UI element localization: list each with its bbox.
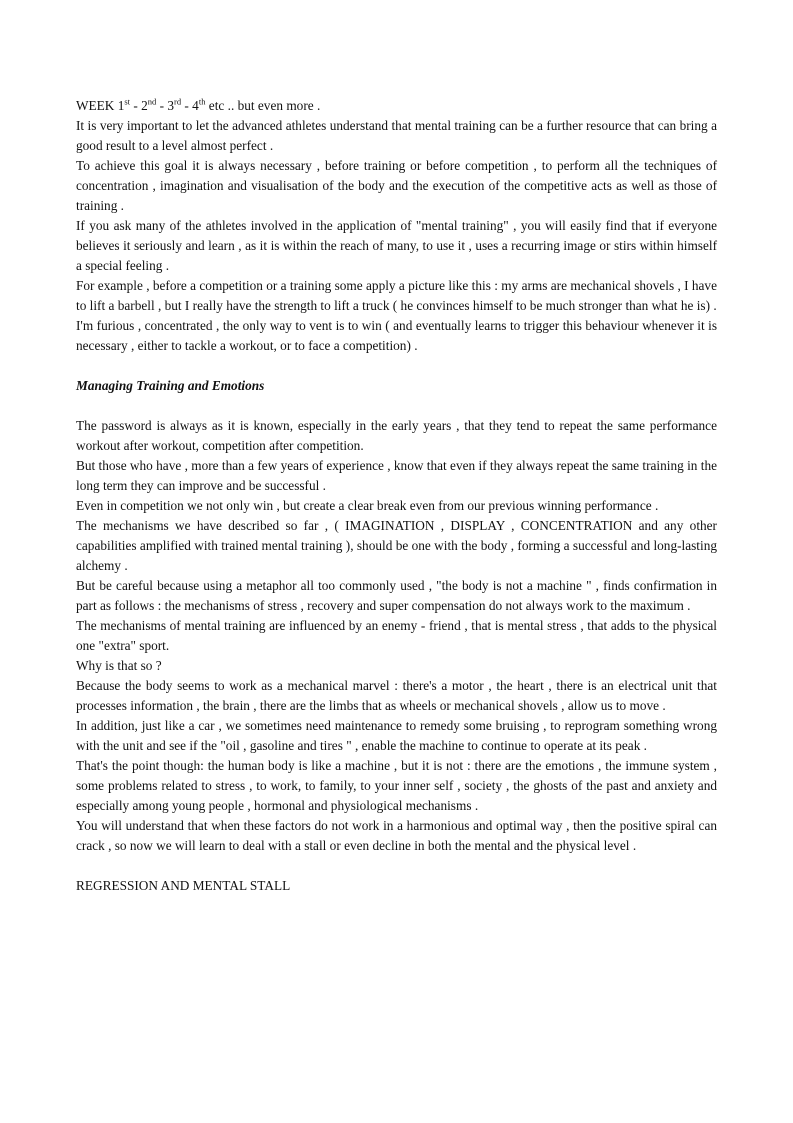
intro-paragraph: I'm furious , concentrated , the only way to vent is to win ( and eventually learns to trigger this behaviour whenever it is necessary , either to tackle a workout, or to face a competition) . — [76, 318, 717, 353]
regression-heading: REGRESSION AND MENTAL STALL — [76, 878, 291, 893]
intro-paragraph: It is very important to let the advanced athletes understand that mental training can be a further resource that can bring a good result to a level almost perfect . — [76, 118, 717, 153]
section-paragraph: Because the body seems to work as a mechanical marvel : there's a motor , the heart , there is an electrical unit that processes information , the brain , there are the limbs that as wheels or mechanical shovels , allow us to move . — [76, 678, 717, 713]
section-paragraph: Even in competition we not only win , but create a clear break even from our previous winning performance . — [76, 498, 659, 513]
document-page — [76, 96, 717, 896]
section-paragraph: But those who have , more than a few years of experience , know that even if they always repeat the same training in the long term they can improve and be successful . — [76, 458, 717, 493]
spacer — [76, 396, 717, 416]
section-paragraph: In addition, just like a car , we sometimes need maintenance to remedy some bruising , to reprogram something wrong with the unit and see if the "oil , gasoline and tires " , enable the machine to continue to operate at its peak . — [76, 718, 717, 753]
week-line: WEEK 1st - 2nd - 3rd - 4th etc .. but even more . — [76, 96, 321, 113]
section-paragraph: The mechanisms we have described so far , ( IMAGINATION , DISPLAY , CONCENTRATION and any other capabilities amplified with trained mental training ), should be one with the body , forming a successful and long-lasting alchemy . — [76, 518, 717, 573]
section-paragraph: That's the point though: the human body is like a machine , but it is not : there are the emotions , the immune system , some problems related to stress , to work, to family, to your inner self , society , the ghosts of the past and anxiety and especially among young people , hormonal and physiological mechanisms . — [76, 758, 717, 813]
intro-paragraph: If you ask many of the athletes involved in the application of "mental training" , you will easily find that if everyone believes it seriously and learn , as it is within the reach of many, to use it , uses a recurring image or stirs within himself a special feeling . — [76, 218, 717, 273]
spacer — [76, 356, 717, 376]
section-paragraph: Why is that so ? — [76, 658, 162, 673]
intro-paragraph: To achieve this goal it is always necessary , before training or before competition , to perform all the techniques of concentration , imagination and visualisation of the body and the execution of the competitive acts as well as those of training . — [76, 158, 717, 213]
section-paragraph: You will understand that when these factors do not work in a harmonious and optimal way , then the positive spiral can crack , so now we will learn to deal with a stall or even decline in both the mental and the physical level . — [76, 818, 717, 853]
section-paragraph: The mechanisms of mental training are influenced by an enemy - friend , that is mental stress , that adds to the physical one "extra" sport. — [76, 618, 717, 653]
spacer — [76, 856, 717, 876]
section-paragraph: But be careful because using a metaphor all too commonly used , "the body is not a machine " , finds confirmation in part as follows : the mechanisms of stress , recovery and super compensation do not always work to the maximum . — [76, 578, 717, 613]
intro-paragraph: For example , before a competition or a training some apply a picture like this : my arms are mechanical shovels , I have to lift a barbell , but I really have the strength to lift a truck ( he convinces himself to be much stronger than what he is) . — [76, 278, 717, 313]
section-paragraph: The password is always as it is known, especially in the early years , that they tend to repeat the same performance workout after workout, competition after competition. — [76, 418, 717, 453]
section-heading: Managing Training and Emotions — [76, 378, 265, 393]
